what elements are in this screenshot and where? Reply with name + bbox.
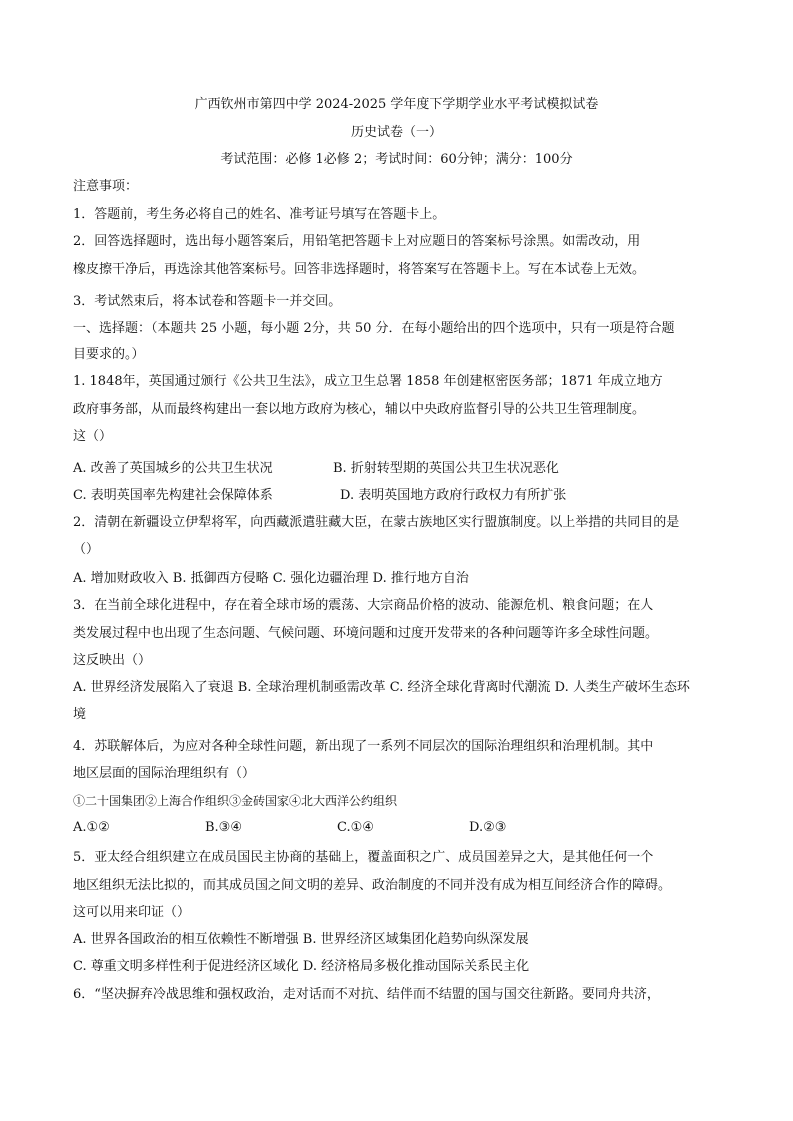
q1-option-c: C. 表明英国率先构建社会保障体系 [73, 488, 273, 503]
q6-stem-line-1: 6．“坚决摒弃冷战思维和强权政治，走对话而不对抗、结伴而不结盟的国与国交往新路。要同舟共济， [73, 987, 660, 1002]
note-2-line-1: 2．回答选择题时，选出每小题答案后，用铅笔把答题卡上对应题日的答案标号涂黑。如需改动，用 [73, 234, 641, 249]
q1-option-d: D. 表明英国地方政府行政权力有所扩张 [340, 488, 567, 503]
section-heading-line-2: 目要求的。） [73, 347, 145, 362]
q2-stem-line-2: （） [73, 542, 100, 557]
q5-stem-line-3: 这可以用来印证（） [73, 905, 191, 920]
q2-stem-line-1: 2．清朝在新疆设立伊犁将军，向西藏派遣驻藏大臣，在蒙古族地区实行盟旗制度。以上举措的共同目的是 [73, 515, 680, 530]
q2-options: A. 增加财政收入 B. 抵御西方侵略 C. 强化边疆治理 D. 推行地方自治 [73, 571, 469, 586]
q1-option-b: B. 折射转型期的英国公共卫生状况恶化 [333, 461, 559, 476]
q5-options-line-2: C. 尊重文明多样性利于促进经济区域化 D. 经济格局多极化推动国际关系民主化 [73, 959, 530, 974]
q1-stem-line-1: 1. 1848年，英国通过颁行《公共卫生法》，成立卫生总署 1858 年创建枢密医务部；1871 年成立地方 [73, 374, 663, 389]
q3-options-line-1: A. 世界经济发展陷入了衰退 B. 全球治理机制亟需改革 C. 经济全球化背离时代潮流 D. 人类生产破坏生态环 [73, 680, 690, 695]
exam-title: 广西钦州市第四中学 2024-2025 学年度下学期学业水平考试模拟试卷 [194, 97, 599, 112]
exam-subtitle: 历史试卷（一） [350, 125, 442, 140]
q3-stem-line-2: 类发展过程中也出现了生态问题、气候问题、环境问题和过度开发带来的各种问题等许多全球性问题。 [73, 626, 659, 641]
note-2-line-2: 橡皮擦干净后，再选涂其他答案标号。回答非选择题时，将答案写在答题卡上。写在本试卷上无效。 [73, 262, 646, 277]
q4-option-b: B.③④ [205, 820, 242, 835]
q4-stem-line-2: 地区层面的国际治理组织有（） [73, 766, 256, 781]
q4-option-d: D.②③ [469, 820, 507, 835]
q4-stem-line-1: 4．苏联解体后，为应对各种全球性问题，新出现了一系列不同层次的国际治理组织和治理机制。其中 [73, 739, 654, 754]
q1-stem-line-2: 政府事务部，从而最终构建出一套以地方政府为核心，辅以中央政府监督引导的公共卫生管理制度。 [73, 402, 646, 417]
exam-info: 考试范围：必修 1必修 2；考试时间：60分钟；满分：100分 [220, 152, 573, 167]
q5-stem-line-2: 地区组织无法比拟的，而其成员国之间文明的差异、政治制度的不同并没有成为相互间经济合作的障碍。 [73, 878, 672, 893]
q5-stem-line-1: 5．亚太经合组织建立在成员国民主协商的基础上，覆盖面积之广、成员国差异之大，是其他任何一个 [73, 850, 654, 865]
q1-option-a: A. 改善了英国城乡的公共卫生状况 [73, 461, 273, 476]
note-3: 3．考试然束后，将本试卷和答题卡一并交回。 [73, 294, 342, 309]
section-heading-line-1: 一、选择题：（本题共 25 小题，每小题 2分，共 50 分．在每小题给出的四个选项中，只有一项是符合题 [73, 321, 675, 336]
q4-items: ①二十国集团②上海合作组织③金砖国家④北大西洋公约组织 [73, 794, 398, 808]
q3-options-line-2: 境 [73, 707, 87, 722]
q3-stem-line-3: 这反映出（） [73, 653, 152, 668]
note-1: 1．答题前，考生务必将自己的姓名、准考证号填写在答题卡上。 [73, 207, 446, 222]
q3-stem-line-1: 3．在当前全球化进程中，存在着全球市场的震荡、大宗商品价格的波动、能源危机、粮食问题；在人 [73, 598, 654, 613]
q5-options-line-1: A. 世界各国政治的相互依赖性不断增强 B. 世界经济区域集团化趋势向纵深发展 [73, 932, 529, 947]
q4-option-a: A.①② [73, 820, 110, 835]
q1-stem-line-3: 这（） [73, 429, 113, 444]
notes-heading: 注意事项： [73, 179, 139, 194]
q4-option-c: C.①④ [337, 820, 374, 835]
